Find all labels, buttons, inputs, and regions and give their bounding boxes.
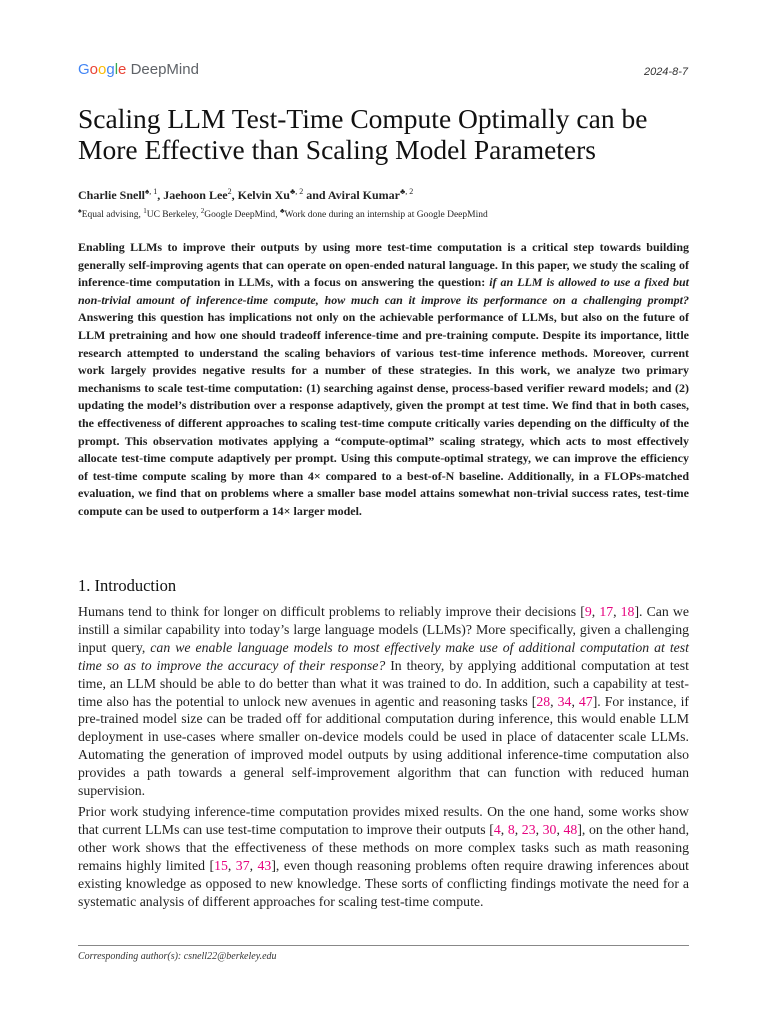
citation-link[interactable]: 15	[214, 857, 228, 873]
section-heading-introduction: 1. Introduction	[78, 576, 177, 595]
author-name: Jaehoon Lee	[163, 188, 228, 202]
citation-link[interactable]: 18	[620, 604, 635, 619]
citation-link[interactable]: 34	[557, 693, 572, 709]
author-name: Kelvin Xu	[237, 188, 290, 202]
author-name: Aviral Kumar	[327, 188, 400, 202]
abstract: Enabling LLMs to improve their outputs by using more test-time computation is a critical step towards building generally self-improving agents that can operate on open-ended natural language. In this paper, we study the scaling of inference-time computation in LLMs, with a focus on answering the question: if an LLM is allowed to use a fixed but non-trivial amount of inference-time compute, how much can it improve its performance on a challenging prompt? Answering this question has implications not only on the achievable performance of LLMs, but also on the future of LLM pretraining and how one should tradeoff inference-time and pre-training compute. Despite its importance, little research attempted to understand the scaling behaviors of various test-time inference methods. Moreover, current work largely provides negative results for a number of these strategies. In this work, we analyze two primary mechanisms to scale test-time computation: (1) searching against dense, process-based verifier reward models; and (2) updating the model’s distribution over a response adaptively, given the prompt at test time. We find that in both cases, the effectiveness of different approaches to scaling test-time compute critically varies depending on the difficulty of the prompt. This observation motivates applying a “compute-optimal” scaling strategy, which acts to most effectively allocate test-time compute adaptively per prompt. Using this compute-optimal strategy, we can improve the efficiency of test-time compute scaling by more than 4× compared to a best-of-N baseline. Additionally, in a FLOPs-matched evaluation, we find that on problems where a smaller base model attains somewhat non-trivial success rates, test-time compute can be used to outperform a 14× larger model.	[78, 240, 689, 518]
citation-link[interactable]: 17	[599, 604, 614, 619]
intro-paragraph-1: Humans tend to think for longer on difficult problems to reliably improve their decisions [9, 17, 18]. Can we instill a similar capability into today’s large language models (LLMs)? More specifically, given a challenging input query, can we enable language models to most effectively make use of additional computation at test time so as to improve the accuracy of their response? In theory, by applying additional computation at test time, an LLM should be able to do better than what it was trained to do. In addition, such a capability at test-time also has the potential to unlock new avenues in agentic and reasoning tasks [28, 34, 47]. For instance, if pre-trained model size can be traded off for additional computation during inference, this would enable LLM deployment in use-cases where smaller on-device models could be used in place of datacenter scale LLMs. Automating the generation of improved model outputs by using additional inference-time computation also provides a path towards a general self-improvement algorithm that can function with reduced human supervision.	[78, 604, 690, 799]
citation-link[interactable]: 30	[542, 821, 557, 837]
citation-link[interactable]: 43	[257, 857, 272, 873]
research-question: can we enable language models to most effectively make use of additional computation at test time so as to improve the accuracy of their response?	[78, 639, 689, 673]
author-list: Charlie Snell$^{♠, 1}$, Jaehoon Lee$^2$, Kelvin $Xu^{♣, 2}$ and Aviral Kumar$^{♣, 2}$	[78, 187, 414, 202]
citation-link[interactable]: 48	[563, 821, 578, 837]
footnote-divider	[78, 945, 689, 946]
citation-link[interactable]: 47	[578, 693, 593, 709]
citation-link[interactable]: 28	[536, 693, 551, 709]
publication-date: 2024-8-7	[643, 66, 688, 78]
citation-link[interactable]: 8	[507, 821, 515, 837]
citation-link[interactable]: 9	[584, 604, 592, 619]
author-name: Charlie Snell	[78, 188, 146, 202]
google-deepmind-logo: Google DeepMind	[78, 61, 199, 78]
citation-link[interactable]: 4	[493, 821, 501, 837]
corresponding-author-footnote: Corresponding author(s): csnell22@berkeley.edu	[78, 951, 277, 962]
citation-link[interactable]: 23	[521, 821, 536, 837]
intro-paragraph-2: Prior work studying inference-time computation provides mixed results. On the one hand, some works show that current LLMs can use test-time computation to improve their outputs [4, 8, 23, 30, 48], on the other hand, other work shows that the effectiveness of these methods on more complex tasks such as math reasoning remains highly limited [15, 37, 43], even though reasoning problems often require drawing inferences about existing knowledge as opposed to new knowledge. These sorts of conflicting findings motivate the need for a systematic analysis of different approaches for scaling test-time compute.	[78, 804, 690, 909]
paper-title: Scaling LLM Test-Time Compute Optimally can be More Effective than Scaling Model Parameters	[78, 103, 648, 165]
affiliations: ♠Equal advising, $^1$UC Berkeley, $^2$Google DeepMind, ♣Work done during an internship at Google DeepMind	[78, 207, 488, 221]
abstract-question: if an LLM is allowed to use a fixed but non-trivial amount of inference-time compute, how much can it improve its performance on a challenging prompt?	[78, 275, 689, 307]
citation-link[interactable]: 37	[235, 857, 250, 873]
